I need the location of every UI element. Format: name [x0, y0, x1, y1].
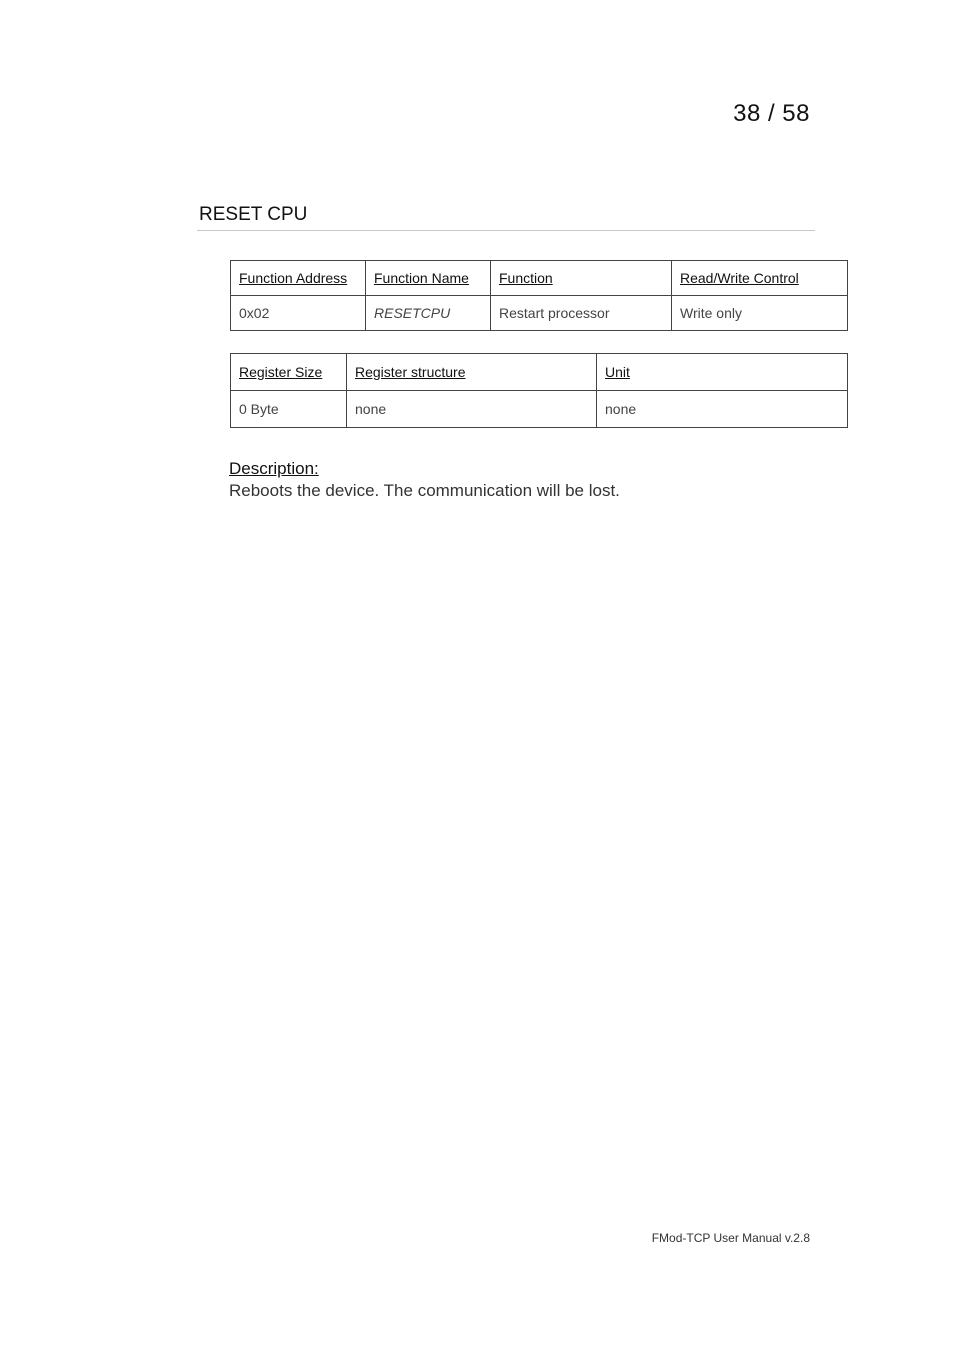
- table-row: [231, 296, 848, 331]
- header-read-write-control: Read/Write Control: [672, 261, 848, 296]
- footer: FMod-TCP User Manual v.2.8: [651, 1231, 810, 1245]
- cell-read-write-control: Write only: [672, 296, 848, 331]
- header-register-structure: Register structure: [347, 354, 597, 391]
- header-function-name: Function Name: [366, 261, 491, 296]
- header-register-size: Register Size: [231, 354, 347, 391]
- cell-function: Restart processor: [491, 296, 672, 331]
- section-title: RESET CPU: [197, 204, 815, 231]
- cell-register-size: 0 Byte: [231, 391, 347, 428]
- function-table-header-row: [231, 261, 848, 296]
- header-function-address: Function Address: [231, 261, 366, 296]
- cell-register-structure: none: [347, 391, 597, 428]
- table-row: [231, 391, 848, 428]
- function-table: [230, 260, 848, 331]
- header-unit: Unit: [597, 354, 848, 391]
- page-number: 38 / 58: [733, 100, 810, 127]
- register-table: [230, 353, 848, 428]
- cell-unit: none: [597, 391, 848, 428]
- cell-function-address: 0x02: [231, 296, 366, 331]
- header-function: Function: [491, 261, 672, 296]
- description-label: Description:: [229, 459, 319, 478]
- description-text: Reboots the device. The communication will be lost.: [229, 481, 620, 500]
- register-table-header-row: [231, 354, 848, 391]
- cell-function-name: RESETCPU: [366, 296, 491, 331]
